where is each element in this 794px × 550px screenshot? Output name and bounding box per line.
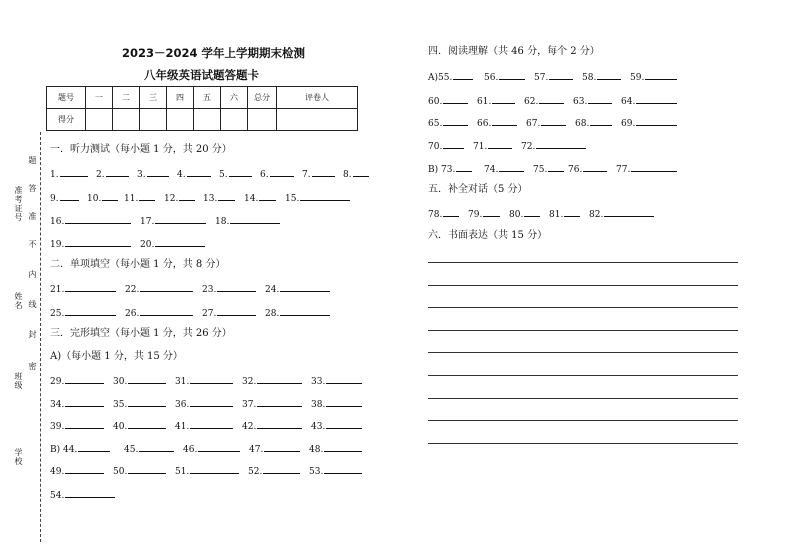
answer-blank[interactable] [264,442,300,452]
question-number: 4. [177,170,186,180]
seal-char-2: 答 [28,184,37,193]
answer-blank[interactable] [198,442,240,452]
answer-item [124,442,174,456]
answer-blank[interactable] [324,442,362,452]
question-number: 6. [260,170,269,180]
answer-blank[interactable] [60,191,79,201]
answer-blank[interactable] [65,214,131,224]
question-number: 53. [309,467,324,477]
answer-item [477,94,515,108]
answer-item [50,374,104,388]
answer-blank[interactable] [229,167,252,177]
answer-item [50,397,104,411]
answer-blank[interactable] [492,94,515,104]
writing-line[interactable] [428,420,738,421]
question-number: 23. [202,285,217,295]
question-number: 20. [140,240,155,250]
question-number: 12. [164,194,179,204]
writing-line[interactable] [428,352,738,353]
question-number: 8. [343,170,352,180]
answer-blank[interactable] [155,237,205,247]
answer-blank[interactable] [65,464,104,474]
answer-item [630,70,677,84]
binding-dashed-line [40,132,41,542]
answer-item [302,167,335,181]
exam-title: 2023－2024 学年上学期期末检测 [122,46,306,60]
question-number: 42. [242,422,257,432]
answer-blank[interactable] [312,167,335,177]
answer-item [473,139,512,153]
answer-blank[interactable] [65,397,104,407]
score-cell-grader: 评卷人 [277,87,358,109]
question-number: 56. [484,73,499,83]
answer-item [311,374,362,388]
question-number: 24. [265,285,280,295]
question-number: 51. [175,467,190,477]
question-number: 39. [50,422,65,432]
answer-blank[interactable] [139,191,155,201]
answer-blank[interactable] [443,116,468,126]
answer-item [96,167,129,181]
writing-line[interactable] [428,375,738,376]
answer-blank[interactable] [147,167,169,177]
answer-blank[interactable] [456,162,472,172]
question-number: 26. [125,309,140,319]
answer-item [477,116,517,130]
answer-blank[interactable] [443,139,464,149]
answer-blank[interactable] [453,70,473,80]
answer-blank[interactable] [190,419,233,429]
question-number: 78. [428,210,443,220]
answer-item [428,116,468,130]
margin-field-class: 班级 [14,372,23,390]
writing-line[interactable] [428,330,738,331]
question-number: 75. [533,165,548,175]
answer-blank[interactable] [218,191,235,201]
answer-item [428,207,459,221]
answer-blank[interactable] [488,139,512,149]
answer-blank[interactable] [60,167,88,177]
question-number: 27. [202,309,217,319]
answer-blank[interactable] [280,282,330,292]
question-number: 29. [50,377,65,387]
answer-item [285,191,350,205]
answer-item [113,419,166,433]
answer-blank[interactable] [187,167,211,177]
question-number: B) 73. [428,165,456,175]
answer-blank[interactable] [257,374,302,384]
answer-item [260,167,294,181]
score-table [46,86,358,131]
answer-item [526,116,566,130]
answer-item [533,162,564,176]
answer-blank[interactable] [583,162,607,172]
answer-item [616,162,677,176]
question-number: 80. [509,210,524,220]
question-number: 74. [484,165,499,175]
question-number: 41. [175,422,190,432]
answer-blank[interactable] [588,94,612,104]
question-number: B) 44. [50,445,78,455]
answer-item [125,306,193,320]
answer-item [484,70,525,84]
question-number: 9. [50,194,59,204]
question-number: 18. [215,217,230,227]
answer-item [521,139,586,153]
answer-blank[interactable] [443,94,468,104]
answer-item [50,419,104,433]
question-number: 19. [50,240,65,250]
score-input-5[interactable] [194,109,221,131]
score-cell-6: 六 [221,87,248,109]
question-number: 2. [96,170,105,180]
question-number: 15. [285,194,300,204]
margin-field-name: 姓名 [14,292,23,310]
question-number: 32. [242,377,257,387]
question-number: 59. [630,73,645,83]
question-number: A)55. [428,73,453,83]
answer-blank[interactable] [263,464,300,474]
answer-blank[interactable] [597,70,621,80]
answer-item [468,207,500,221]
answer-item [621,116,677,130]
question-number: 38. [311,400,326,410]
answer-blank[interactable] [128,464,166,474]
section-listening: 一．听力测试（每小题 1 分，共 20 分） [50,144,232,155]
section-writing: 六．书面表达（共 15 分） [428,230,548,241]
question-number: 47. [249,445,264,455]
answer-blank[interactable] [483,207,500,217]
answer-item [219,167,252,181]
answer-blank[interactable] [604,207,654,217]
score-input-6[interactable] [221,109,248,131]
answer-blank[interactable] [190,464,239,474]
answer-item [524,94,564,108]
answer-blank[interactable] [140,306,193,316]
question-number: 3. [137,170,146,180]
answer-item [589,207,654,221]
answer-blank[interactable] [179,191,195,201]
answer-blank[interactable] [564,207,580,217]
answer-blank[interactable] [217,282,256,292]
answer-item [177,167,211,181]
question-number: 43. [311,422,326,432]
answer-item [203,191,235,205]
answer-blank[interactable] [230,214,280,224]
question-number: 68. [575,119,590,129]
answer-item [242,374,302,388]
answer-item [428,162,472,176]
question-number: 25. [50,309,65,319]
seal-char-1: 题 [28,156,37,165]
question-number: 36. [175,400,190,410]
answer-blank[interactable] [636,116,677,126]
writing-line[interactable] [428,285,738,286]
score-row-label: 得分 [47,109,86,131]
question-number: 48. [309,445,324,455]
answer-blank[interactable] [128,419,166,429]
answer-item [534,70,573,84]
seal-char-8: 密 [28,362,37,371]
answer-blank[interactable] [549,70,573,80]
answer-item [50,214,131,228]
question-number: 21. [50,285,65,295]
section-reading: 四．阅读理解（共 46 分，每个 2 分） [428,46,600,57]
answer-item [50,442,110,456]
answer-blank[interactable] [65,419,104,429]
score-table-header-row [47,87,358,109]
answer-item [568,162,607,176]
answer-item [428,70,473,84]
score-cell-1: 一 [86,87,113,109]
question-number: 30. [113,377,128,387]
answer-blank[interactable] [524,207,540,217]
answer-blank[interactable] [270,167,294,177]
answer-item [124,191,155,205]
answer-item [309,442,362,456]
answer-blank[interactable] [443,207,459,217]
answer-item [50,167,88,181]
question-number: 45. [124,445,139,455]
question-number: 14. [244,194,259,204]
answer-blank[interactable] [65,374,104,384]
question-number: 79. [468,210,483,220]
answer-blank[interactable] [65,237,131,247]
answer-blank[interactable] [65,282,116,292]
answer-blank[interactable] [539,94,564,104]
score-cell-label: 题号 [47,87,86,109]
question-number: 13. [203,194,218,204]
answer-blank[interactable] [636,94,677,104]
answer-item [265,306,330,320]
answer-blank[interactable] [190,374,233,384]
seal-char-3: 准 [28,212,37,221]
answer-item [428,94,468,108]
answer-blank[interactable] [259,191,276,201]
section-cloze-a: A)（每小题 1 分，共 15 分） [50,351,183,362]
question-number: 76. [568,165,583,175]
question-number: 16. [50,217,65,227]
answer-item [242,397,302,411]
question-number: 64. [621,97,636,107]
answer-item [125,282,193,296]
answer-item [244,191,276,205]
question-number: 61. [477,97,492,107]
answer-blank[interactable] [280,306,330,316]
answer-blank[interactable] [257,419,302,429]
answer-item [164,191,195,205]
answer-item [175,397,233,411]
answer-item [343,167,369,181]
answer-item [50,306,116,320]
answer-blank[interactable] [499,70,525,80]
question-number: 72. [521,142,536,152]
answer-blank[interactable] [541,116,566,126]
answer-item [183,442,240,456]
score-cell-5: 五 [194,87,221,109]
question-number: 40. [113,422,128,432]
section-single-choice: 二．单项填空（每小题 1 分，共 8 分） [50,259,226,270]
answer-blank[interactable] [326,419,362,429]
answer-blank[interactable] [631,162,677,172]
question-number: 66. [477,119,492,129]
score-input-4[interactable] [167,109,194,131]
answer-item [113,464,166,478]
question-number: 1. [50,170,59,180]
answer-item [140,237,205,251]
question-number: 81. [549,210,564,220]
answer-blank[interactable] [78,442,110,452]
question-number: 28. [265,309,280,319]
answer-item [309,464,362,478]
question-number: 37. [242,400,257,410]
answer-item [573,94,612,108]
question-number: 65. [428,119,443,129]
seal-char-4: 不 [28,240,37,249]
answer-item [202,282,256,296]
score-cell-3: 三 [140,87,167,109]
score-input-total[interactable] [248,109,277,131]
exam-subtitle: 八年级英语试题答题卡 [144,68,259,82]
question-number: 7. [302,170,311,180]
answer-item [140,214,206,228]
seal-char-5: 内 [28,270,37,279]
answer-blank[interactable] [548,162,564,172]
seal-char-6: 线 [28,300,37,309]
question-number: 67. [526,119,541,129]
question-number: 31. [175,377,190,387]
question-number: 17. [140,217,155,227]
answer-item [175,419,233,433]
writing-line[interactable] [428,262,738,263]
score-input-3[interactable] [140,109,167,131]
answer-blank[interactable] [102,191,118,201]
answer-item [242,419,302,433]
answer-item [215,214,280,228]
answer-item [50,237,131,251]
question-number: 33. [311,377,326,387]
answer-blank[interactable] [645,70,677,80]
question-number: 52. [248,467,263,477]
answer-item [175,374,233,388]
question-number: 22. [125,285,140,295]
answer-blank[interactable] [492,116,517,126]
answer-blank[interactable] [128,397,166,407]
question-number: 69. [621,119,636,129]
score-table-score-row [47,109,358,131]
seal-char-7: 封 [28,330,37,339]
question-number: 62. [524,97,539,107]
question-number: 63. [573,97,588,107]
answer-item [575,116,612,130]
answer-item [265,282,330,296]
answer-item [509,207,540,221]
answer-item [113,397,166,411]
answer-blank[interactable] [155,214,206,224]
writing-line[interactable] [428,307,738,308]
question-number: 35. [113,400,128,410]
answer-item [113,374,166,388]
answer-item [582,70,621,84]
answer-item [50,191,79,205]
answer-blank[interactable] [300,191,350,201]
answer-blank[interactable] [65,306,116,316]
answer-item [87,191,118,205]
question-number: 60. [428,97,443,107]
section-dialogue: 五．补全对话（5 分） [428,184,528,195]
question-number: 82. [589,210,604,220]
answer-blank[interactable] [353,167,369,177]
answer-item [484,162,524,176]
answer-blank[interactable] [217,306,256,316]
score-cell-total: 总分 [248,87,277,109]
answer-item [202,306,256,320]
answer-item [621,94,677,108]
question-number: 54. [50,491,65,501]
answer-blank[interactable] [536,139,586,149]
answer-item [50,488,115,502]
question-number: 57. [534,73,549,83]
answer-item [549,207,580,221]
answer-item [249,442,300,456]
question-number: 10. [87,194,102,204]
answer-blank[interactable] [128,374,166,384]
writing-line[interactable] [428,398,738,399]
answer-blank[interactable] [139,442,174,452]
section-cloze: 三．完形填空（每小题 1 分，共 26 分） [50,328,232,339]
question-number: 49. [50,467,65,477]
answer-item [311,397,362,411]
question-number: 71. [473,142,488,152]
answer-item [428,139,464,153]
question-number: 11. [124,194,139,204]
question-number: 58. [582,73,597,83]
question-number: 5. [219,170,228,180]
answer-blank[interactable] [499,162,524,172]
answer-blank[interactable] [326,374,362,384]
margin-field-exam-id: 准考证号 [14,186,23,222]
score-input-2[interactable] [113,109,140,131]
answer-item [175,464,239,478]
answer-item [311,419,362,433]
question-number: 77. [616,165,631,175]
answer-blank[interactable] [106,167,129,177]
answer-blank[interactable] [140,282,193,292]
answer-blank[interactable] [324,464,362,474]
answer-blank[interactable] [190,397,233,407]
score-cell-2: 二 [113,87,140,109]
answer-item [50,282,116,296]
answer-blank[interactable] [65,488,115,498]
writing-line[interactable] [428,443,738,444]
answer-blank[interactable] [326,397,362,407]
answer-blank[interactable] [590,116,612,126]
answer-blank[interactable] [257,397,302,407]
answer-item [248,464,300,478]
question-number: 50. [113,467,128,477]
question-number: 34. [50,400,65,410]
question-number: 70. [428,142,443,152]
answer-item [50,464,104,478]
answer-item [137,167,169,181]
score-input-1[interactable] [86,109,113,131]
question-number: 46. [183,445,198,455]
score-input-grader[interactable] [277,109,358,131]
score-cell-4: 四 [167,87,194,109]
margin-field-school: 学校 [14,448,23,466]
